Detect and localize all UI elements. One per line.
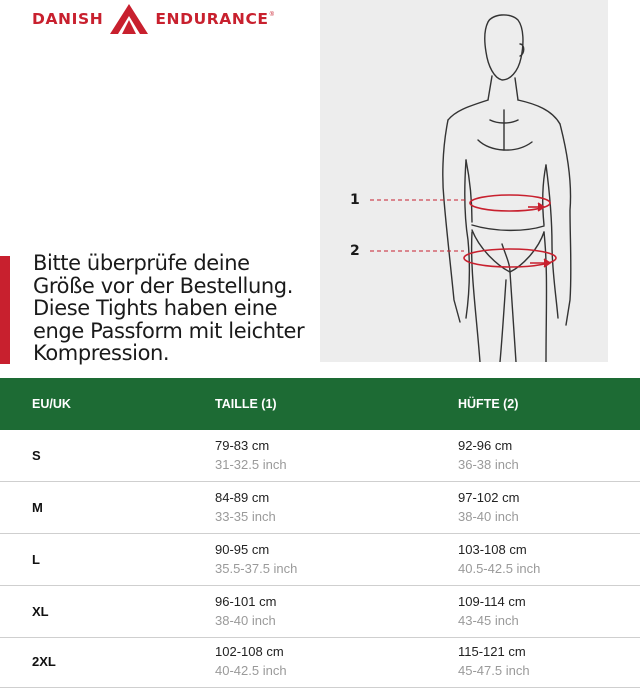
waist-marker: 1 [350, 192, 360, 208]
size-label: XL [32, 604, 49, 619]
body-measurement-figure [320, 0, 608, 362]
waist-inch: 40-42.5 inch [215, 663, 287, 678]
size-table-header [0, 378, 640, 430]
hip-cm: 115-121 cm [458, 644, 526, 659]
table-row [0, 534, 640, 586]
waist-inch: 33-35 inch [215, 509, 276, 524]
waist-cm: 79-83 cm [215, 438, 270, 453]
hip-cm: 109-114 cm [458, 594, 526, 609]
mountain-logo-icon [109, 3, 149, 35]
registered-mark: ® [269, 12, 275, 18]
waist-cell [215, 592, 276, 630]
hip-marker: 2 [350, 243, 360, 259]
waist-cell [215, 488, 276, 526]
hip-cm: 97-102 cm [458, 490, 520, 505]
waist-cm: 102-108 cm [215, 644, 284, 659]
waist-cell [215, 436, 287, 474]
hip-inch: 43-45 inch [458, 613, 519, 628]
waist-cell [215, 642, 287, 680]
waist-inch: 38-40 inch [215, 613, 276, 628]
hip-inch: 40.5-42.5 inch [458, 561, 541, 576]
waist-cell [215, 540, 297, 578]
brand-logo [32, 2, 274, 36]
intro-line-4: enge Passform mit leichter [33, 318, 305, 343]
hip-cell [458, 540, 540, 578]
hip-cell [458, 436, 519, 474]
intro-line-2: Größe vor der Bestellung. [33, 273, 293, 298]
header-waist: TAILLE (1) [215, 397, 277, 411]
waist-cm: 90-95 cm [215, 542, 270, 557]
header-hip: HÜFTE (2) [458, 397, 519, 411]
table-row [0, 430, 640, 482]
hip-cell [458, 592, 526, 630]
header-size: EU/UK [32, 397, 71, 411]
hip-cell [458, 642, 530, 680]
intro-line-3: Diese Tights haben eine [33, 296, 278, 320]
intro-text [33, 252, 323, 365]
size-label: 2XL [32, 654, 56, 669]
table-row [0, 482, 640, 534]
waist-cm: 84-89 cm [215, 490, 270, 505]
size-label: M [32, 500, 43, 515]
size-label: L [32, 552, 40, 567]
brand-name-left: DANISH [32, 10, 104, 28]
waist-cm: 96-101 cm [215, 594, 277, 609]
hip-inch: 36-38 inch [458, 457, 519, 472]
waist-inch: 31-32.5 inch [215, 457, 287, 472]
waist-inch: 35.5-37.5 inch [215, 561, 298, 576]
hip-cm: 103-108 cm [458, 542, 527, 557]
size-label: S [32, 448, 41, 463]
brand-name-right: ENDURANCE [155, 10, 269, 28]
intro-line-1: Bitte überprüfe deine [33, 251, 250, 275]
male-body-outline [320, 0, 608, 362]
hip-inch: 45-47.5 inch [458, 663, 530, 678]
hip-cell [458, 488, 519, 526]
hip-cm: 92-96 cm [458, 438, 513, 453]
table-row [0, 636, 640, 688]
table-row [0, 586, 640, 638]
hip-inch: 38-40 inch [458, 509, 519, 524]
accent-bar [0, 256, 10, 364]
intro-line-5: Kompression. [33, 341, 170, 365]
